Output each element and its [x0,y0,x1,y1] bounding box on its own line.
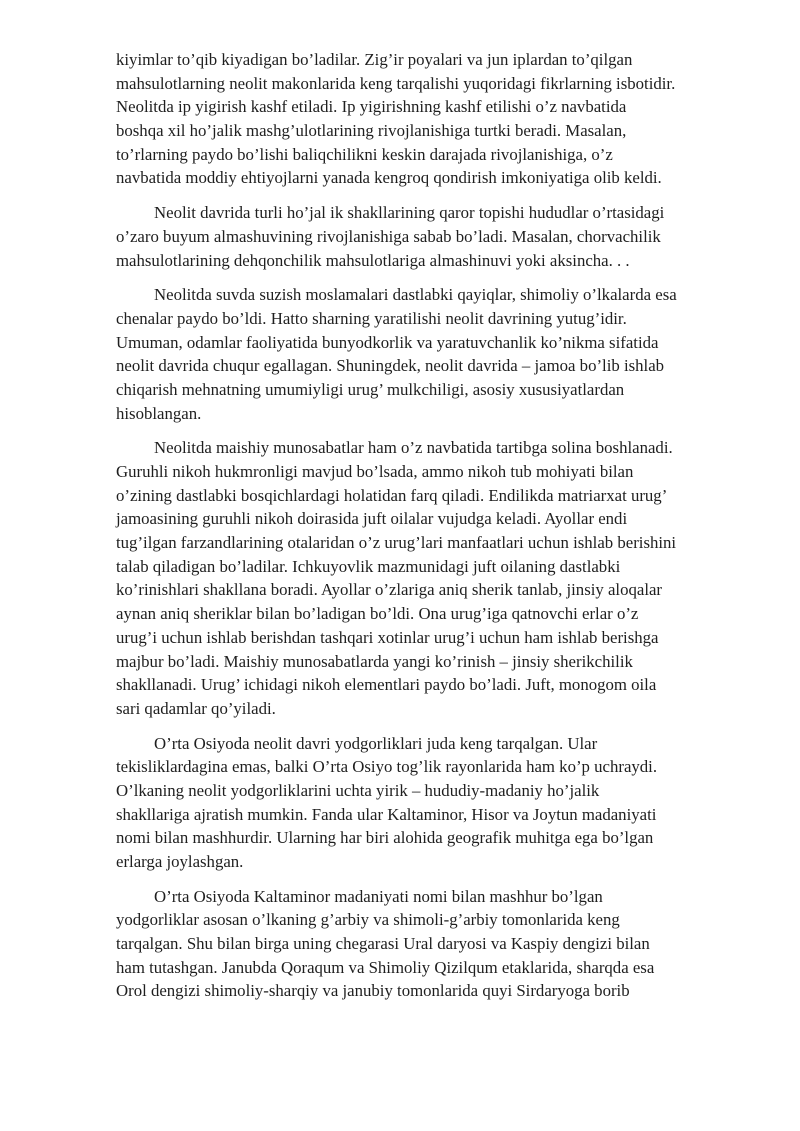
text-line: O’rta Osiyoda Kaltaminor madaniyati nomi bilan mashhur bo’lgan [154,886,603,906]
text-line: mahsulotlarining dehqonchilik mahsulotlariga almashinuvi yoki aksincha. . . [116,250,630,270]
text-line: Neolitda maishiy munosabatlar ham o’z navbatida tartibga solina boshlanadi. [154,438,673,458]
paragraph-4 [116,436,742,720]
paragraph-1 [116,48,742,190]
text-line: talab qiladigan bo’ladilar. Ichkuyovlik mazmunidagi juft oilaning dastlabki [116,556,621,576]
text-line: urug’i uchun ishlab berishdan tashqari xotinlar urug’i uchun ham ishlab berishga [116,627,659,647]
text-line: Neolitda suvda suzish moslamalari dastlabki qayiqlar, shimoliy o’lkalarda esa [154,285,677,305]
text-line: yodgorliklar asosan o’lkaning g’arbiy va shimoli-g’arbiy tomonlarida keng [116,910,620,930]
text-line: hisoblangan. [116,403,202,423]
text-line: nomi bilan mashhurdir. Ularning har biri alohida geografik muhitga ega bo’lgan [116,828,654,848]
text-line: shakllariga ajratish mumkin. Fanda ular Kaltaminor, Hisor va Joytun madaniyati [116,804,657,824]
text-line: boshqa xil ho’jalik mashg’ulotlarining rivojlanishiga turtki beradi. Masalan, [116,121,627,141]
text-line: majbur bo’ladi. Maishiy munosabatlarda yangi ko’rinish – jinsiy sherikchilik [116,651,633,671]
text-line: sari qadamlar qo’yiladi. [116,698,276,718]
text-line: tug’ilgan farzandlarining otalaridan o’z urug’lari manfaatlari uchun ishlab berishini [116,533,677,553]
text-line: neolit davrida chuqur egallagan. Shuningdek, neolit davrida – jamoa bo’lib ishlab [116,356,665,376]
text-line: kiyimlar to’qib kiyadigan bo’ladilar. Zig’ir poyalari va jun iplardan to’qilgan [116,50,633,69]
text-line: o’zaro buyum almashuvining rivojlanishiga sabab bo’ladi. Masalan, chorvachilik [116,226,661,246]
text-line: o’zining dastlabki bosqichlardagi holatidan farq qiladi. Endilikda matriarxat urug’ [116,485,668,505]
text-line: Umuman, odamlar faoliyatida bunyodkorlik va yaratuvchanlik ko’nikma sifatida [116,332,659,352]
text-line: ko’rinishlari shakllana boradi. Ayollar o’zlariga aniq sherik tanlab, jinsiy aloqalar [116,580,663,600]
text-line: ham tutashgan. Janubda Qoraqum va Shimoliy Qizilqum etaklarida, sharqda esa [116,957,655,977]
text-line: aynan aniq sheriklar bilan bo’ladigan bo’ldi. Ona urug’iga qatnovchi erlar o’z [116,604,639,624]
paragraph-5 [116,732,742,874]
text-line: Neolit davrida turli ho’jal ik shakllarining qaror topishi hududlar o’rtasidagi [154,203,665,223]
text-line: tarqalgan. Shu bilan birga uning chegarasi Ural daryosi va Kaspiy dengizi bilan [116,934,650,954]
text-line: chenalar paydo bo’ldi. Hatto sharning yaratilishi neolit davrining yutug’idir. [116,308,627,328]
text-line: tekisliklardagina emas, balki O’rta Osiyo tog’lik rayonlarida ham ko’p uchraydi. [116,757,658,777]
text-line: O’rta Osiyoda neolit davri yodgorliklari juda keng tarqalgan. Ular [154,733,598,753]
text-line: Neolitda ip yigirish kashf etiladi. Ip yigirishning kashf etilishi o’z navbatida [116,97,627,117]
text-line: mahsulotlarning neolit makonlarida keng tarqalishi yuqoridagi fikrlarning isbotidir. [116,73,676,93]
paragraph-2 [116,201,742,272]
text-line: jamoasining guruhli nikoh doirasida juft oilalar vujudga keladi. Ayollar endi [116,509,628,529]
text-line: chiqarish mehnatning umumiyligi urug’ mulkchiligi, asosiy xususiyatlardan [116,379,625,399]
text-line: O’lkaning neolit yodgorliklarini uchta yirik – hududiy-madaniy ho’jalik [116,780,600,800]
paragraph-6 [116,885,742,1003]
text-line: Guruhli nikoh hukmronligi mavjud bo’lsada, ammo nikoh tub mohiyati bilan [116,462,634,481]
text-line: shakllanadi. Urug’ ichidagi nikoh elementlari paydo bo’ladi. Juft, monogom oila [116,675,657,695]
text-line: to’rlarning paydo bo’lishi baliqchilikni keskin darajada rivojlanishiga, o’z [116,144,613,164]
text-line: Orol dengizi shimoliy-sharqiy va janubiy tomonlarida quyi Sirdaryoga borib [116,981,630,1001]
text-line: erlarga joylashgan. [116,852,244,871]
paragraph-3 [116,283,742,425]
text-line: navbatida moddiy ehtiyojlarni yanada kengroq qondirish imkoniyatiga olib keldi. [116,168,662,188]
document-body [116,48,742,1014]
